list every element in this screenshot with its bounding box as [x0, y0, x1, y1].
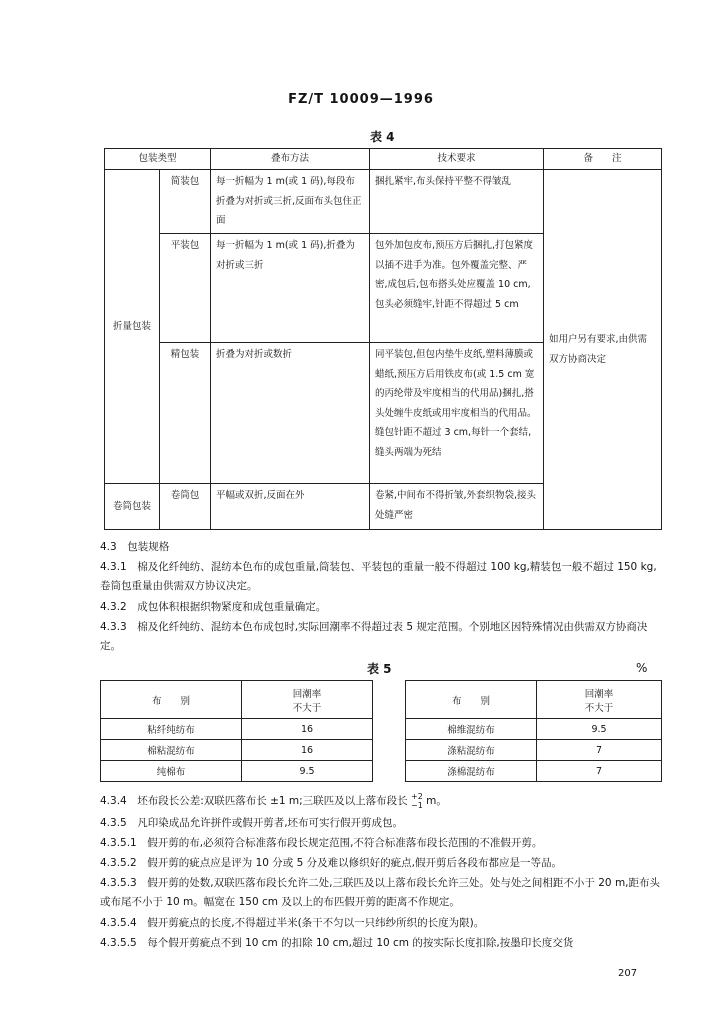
- t5-fabric-name: 纯棉布: [101, 761, 242, 782]
- t4-row-type: 简装包: [160, 170, 211, 234]
- table5-header-row: [101, 681, 662, 719]
- t4-roll-category: 卷筒包装: [105, 484, 160, 530]
- t5-gap: [373, 740, 406, 761]
- t4-fold-category: 折量包装: [105, 170, 160, 484]
- t5-header-regain-line1: 回潮率: [584, 688, 614, 700]
- document-header: FZ/T 10009—1996: [288, 92, 434, 107]
- table-row: [101, 761, 662, 782]
- page-number: 207: [618, 968, 638, 979]
- t4-row-req: 包外加包皮布,预压方后捆扎,打包紧度以插不进手为准。包外覆盖完整、严密,成包后,包布搭头处应覆盖 10 cm,包头必须缝牢,针距不得超过 5 cm: [370, 234, 544, 343]
- paragraph-4-3-2: 4.3.2 成包体积根据织物紧度和成包重量确定。: [100, 601, 327, 613]
- t4-row-method: 每一折幅为 1 m(或 1 码),每段布折叠为对折或三折,反面布头包住正面: [211, 170, 370, 234]
- t5-regain-value: 9.5: [537, 719, 662, 740]
- t5-gap: [373, 719, 406, 740]
- p434-text-a: 4.3.4 坯布段长公差:双联匹落布长 ±1 m;三联匹及以上落布段长: [100, 795, 412, 807]
- table5-caption: 表 5: [367, 662, 392, 676]
- t4-header-note: 备 注: [544, 149, 662, 170]
- table5-unit: %: [636, 661, 648, 675]
- t5-fabric-name: 涤棉混纺布: [406, 761, 537, 782]
- t5-regain-value: 7: [537, 761, 662, 782]
- t4-header-req: 技术要求: [370, 149, 544, 170]
- t5-header-fabric-left: 布 别: [101, 681, 242, 719]
- paragraph-4-3-5-2: 4.3.5.2 假开剪的疵点应是评为 10 分或 5 分及难以修织好的疵点,假开剪后各段布都应是一等品。: [100, 857, 562, 869]
- t4-row-req: 卷紧,中间布不得折皱,外套织物袋,接头处缝严密: [370, 484, 544, 530]
- paragraph-4-3-5-5: 4.3.5.5 每个假开剪疵点不到 10 cm 的扣除 10 cm,超过 10 cm 的按实际长度扣除,按墨印长度交货: [100, 937, 574, 949]
- t5-regain-value: 16: [242, 719, 373, 740]
- t5-regain-value: 9.5: [242, 761, 373, 782]
- paragraph-4-3-5-1: 4.3.5.1 假开剪的布,必须符合标准落布段长规定范围,不符合标准落布段长范围的不准假开剪。: [100, 837, 543, 849]
- section-4-3-title: 4.3 包装规格: [100, 541, 170, 553]
- t5-header-regain-line1: 回潮率: [292, 688, 322, 700]
- t5-fabric-name: 棉粘混纺布: [101, 740, 242, 761]
- t5-header-regain-line2: 不大于: [584, 702, 614, 714]
- t5-regain-value: 16: [242, 740, 373, 761]
- paragraph-4-3-1: 4.3.1 棉及化纤纯纺、混纺本色布的成包重量,筒装包、平装包的重量一般不得超过 100 kg,精装包一般不超过 150 kg,卷筒包重量由供需双方协议决定。: [100, 561, 657, 592]
- t4-row-method: 平幅或双折,反面在外: [211, 484, 370, 530]
- t5-fabric-name: 棉维混纺布: [406, 719, 537, 740]
- t5-fabric-name: 涤粘混纺布: [406, 740, 537, 761]
- paragraph-4-3-3: 4.3.3 棉及化纤纯纺、混纺本色布成包时,实际回潮率不得超过表 5 规定范围。个别地区因特殊情况由供需双方协商决定。: [100, 621, 648, 652]
- t4-row-method: 折叠为对折或数折: [211, 343, 370, 484]
- t5-header-fabric-right: 布 别: [406, 681, 537, 719]
- p434-tolerance: [411, 792, 423, 810]
- t5-gap: [373, 681, 406, 719]
- p434-tolerance-lower: −1: [411, 801, 423, 810]
- table-4: [104, 148, 662, 530]
- paragraph-4-3-5-4: 4.3.5.4 假开剪疵点的长度,不得超过半米(条干不匀以一只纬纱所织的长度为限)。: [100, 917, 485, 929]
- table4-caption: 表 4: [370, 130, 395, 144]
- t4-row-req: 同平装包,但包内垫牛皮纸,塑料薄膜或蜡纸,预压方后用铁皮布(或 1.5 cm 宽的丙纶带及牢度相当的代用品)捆扎,搭头处缠牛皮纸或用牢度相当的代用品。缝包针距不超过 3 cm,每针一个套结,缝头两端为死结: [370, 343, 544, 484]
- t4-row-type: 卷筒包: [160, 484, 211, 530]
- table-row: [101, 740, 662, 761]
- table-row: [105, 170, 662, 234]
- t4-header-method: 叠布方法: [211, 149, 370, 170]
- table4-header-row: [105, 149, 662, 170]
- t5-header-regain-left: [242, 681, 373, 719]
- t4-note: 如用户另有要求,由供需双方协商决定: [544, 170, 662, 530]
- t4-header-type: 包装类型: [105, 149, 211, 170]
- t5-gap: [373, 761, 406, 782]
- paragraph-4-3-5: 4.3.5 凡印染成品允许拼件或假开剪者,坯布可实行假开剪成包。: [100, 817, 404, 829]
- paragraph-4-3-4: [100, 792, 664, 811]
- p434-text-b: m。: [422, 795, 447, 807]
- table-row: [101, 719, 662, 740]
- paragraph-4-3-5-3: 4.3.5.3 假开剪的处数,双联匹落布段长允许二处,三联匹及以上落布段长允许三处。处与处之间相距不小于 20 m,距布头或布尾不小于 10 m。幅宽在 150 cm 及以上的布匹假开剪的距离不作规定。: [100, 877, 661, 908]
- t4-row-method: 每一折幅为 1 m(或 1 码),折叠为对折或三折: [211, 234, 370, 343]
- t5-regain-value: 7: [537, 740, 662, 761]
- t4-row-req: 捆扎紧牢,布头保持平整不得皱乱: [370, 170, 544, 234]
- table-5: [100, 680, 662, 782]
- t5-header-regain-line2: 不大于: [292, 702, 322, 714]
- t4-row-type: 平装包: [160, 234, 211, 343]
- p434-tolerance-upper: +2: [411, 792, 423, 801]
- t5-fabric-name: 粘纤纯纺布: [101, 719, 242, 740]
- t5-header-regain-right: [537, 681, 662, 719]
- t4-row-type: 精包装: [160, 343, 211, 484]
